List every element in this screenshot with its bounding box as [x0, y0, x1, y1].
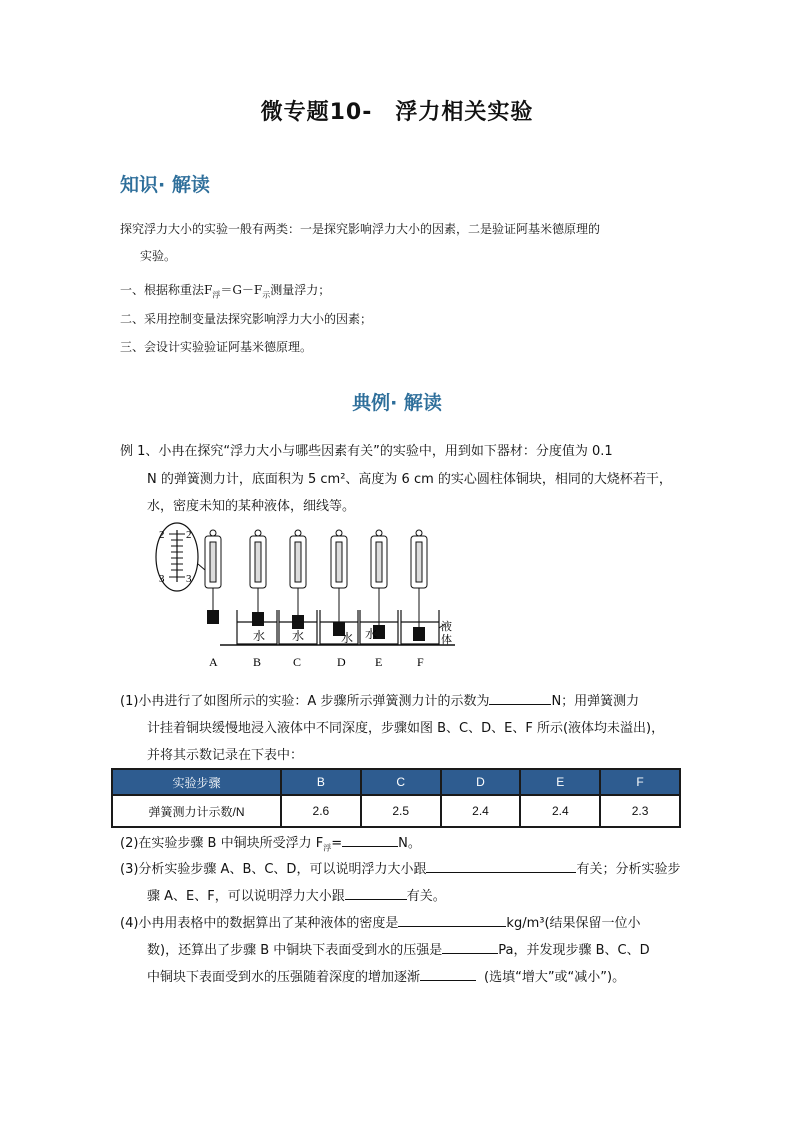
table-header: C [361, 769, 441, 795]
label-step-f: F [417, 655, 424, 669]
q3-line-2: 骤 A、E、F，可以说明浮力大小跟 有关。 [147, 889, 446, 904]
table-cell: 2.3 [600, 795, 680, 827]
knowledge-item-2: 二、采用控制变量法探究影响浮力大小的因素； [120, 312, 373, 326]
q1-line-2: 计挂着铜块缓慢地浸入液体中不同深度，步骤如图 B、C、D、E、F 所示(液体均未溢出)， [147, 721, 665, 736]
section-heading-knowledge: 知识· 解读 [120, 174, 210, 196]
label-water-c: 水 [292, 629, 305, 643]
label-water-e: 水 [365, 627, 378, 641]
table-header: B [281, 769, 361, 795]
spring-scale-f [411, 530, 427, 641]
table-row-label: 弹簧测力计示数/N [112, 795, 281, 827]
section-heading-example: 典例· 解读 [352, 392, 442, 414]
table-header: D [441, 769, 521, 795]
knowledge-item-3: 三、会设计实验验证阿基米德原理。 [120, 340, 313, 354]
table-header: E [520, 769, 600, 795]
spring-scale-d [331, 530, 347, 636]
answer-blank-6[interactable] [442, 941, 498, 954]
table-header: 实验步骤 [112, 769, 281, 795]
table-cell: 2.6 [281, 795, 361, 827]
label-step-c: C [293, 655, 302, 669]
spring-scale-a [205, 530, 221, 624]
label-step-e: E [375, 655, 383, 669]
answer-blank-4[interactable] [345, 887, 407, 900]
label-water-b: 水 [253, 629, 266, 643]
example-line-1: 例 1、小冉在探究“浮力大小与哪些因素有关”的实验中，用到如下器材：分度值为 0.1 [120, 444, 613, 459]
scale-label-bottom-right: 3 [186, 573, 192, 585]
answer-blank-2[interactable] [342, 834, 398, 847]
page-title: 微专题10- 浮力相关实验 [260, 100, 534, 125]
q1-line-3: 并将其示数记录在下表中： [147, 748, 304, 763]
table-header: F [600, 769, 680, 795]
spring-scale-b [250, 530, 266, 626]
label-water-d: 水 [341, 631, 354, 645]
experiment-figure [155, 522, 465, 672]
scale-label-top: 2 [159, 529, 165, 541]
answer-blank-1[interactable] [489, 692, 551, 705]
q3-line-1: (3)分析实验步骤 A、B、C、D，可以说明浮力大小跟 有关；分析实验步 [120, 862, 681, 877]
data-table [111, 768, 681, 828]
answer-blank-7[interactable] [420, 968, 476, 981]
q4-line-1: (4)小冉用表格中的数据算出了某种液体的密度是 kg/m³(结果保留一位小 [120, 916, 641, 931]
spring-scale-c [290, 530, 306, 629]
label-step-a: A [209, 655, 218, 669]
q4-line-2: 数)，还算出了步骤 B 中铜块下表面受到水的压强是 Pa，并发现步骤 B、C、D [147, 943, 650, 958]
example-line-3: 水，密度未知的某种液体，细线等。 [147, 499, 356, 514]
intro-line-1: 探究浮力大小的实验一般有两类：一是探究影响浮力大小的因素，二是验证阿基米德原理的 [120, 222, 601, 236]
answer-blank-5[interactable] [398, 914, 506, 927]
answer-blank-3[interactable] [426, 860, 576, 873]
knowledge-item-1: 一、根据称重法$F_浮=G-F_示$测量浮力； [120, 283, 331, 300]
spring-scale-e [371, 530, 387, 639]
table-cell: 2.5 [361, 795, 441, 827]
label-liquid-1: 液 [441, 620, 452, 633]
scale-label-bottom: 3 [159, 573, 165, 585]
q2-line: (2)在实验步骤 B 中铜块所受浮力 $F_浮= N$。 [120, 836, 421, 853]
table-row [112, 795, 680, 827]
label-liquid-2: 体 [441, 633, 452, 646]
label-step-b: B [253, 655, 262, 669]
table-cell: 2.4 [441, 795, 521, 827]
table-header-row [112, 769, 680, 795]
example-line-2: N 的弹簧测力计，底面积为 5 cm²、高度为 6 cm 的实心圆柱体铜块，相同的大烧杯若干， [147, 472, 672, 487]
scale-label-top-right: 2 [186, 529, 192, 541]
table-cell: 2.4 [520, 795, 600, 827]
intro-line-2: 实验。 [140, 249, 177, 263]
q4-line-3: 中铜块下表面受到水的压强随着深度的增加逐渐 (选填“增大”或“减小”)。 [147, 970, 626, 985]
label-step-d: D [337, 655, 346, 669]
q1-line-1: (1)小冉进行了如图所示的实验：A 步骤所示弹簧测力计的示数为 N；用弹簧测力 [120, 694, 640, 709]
